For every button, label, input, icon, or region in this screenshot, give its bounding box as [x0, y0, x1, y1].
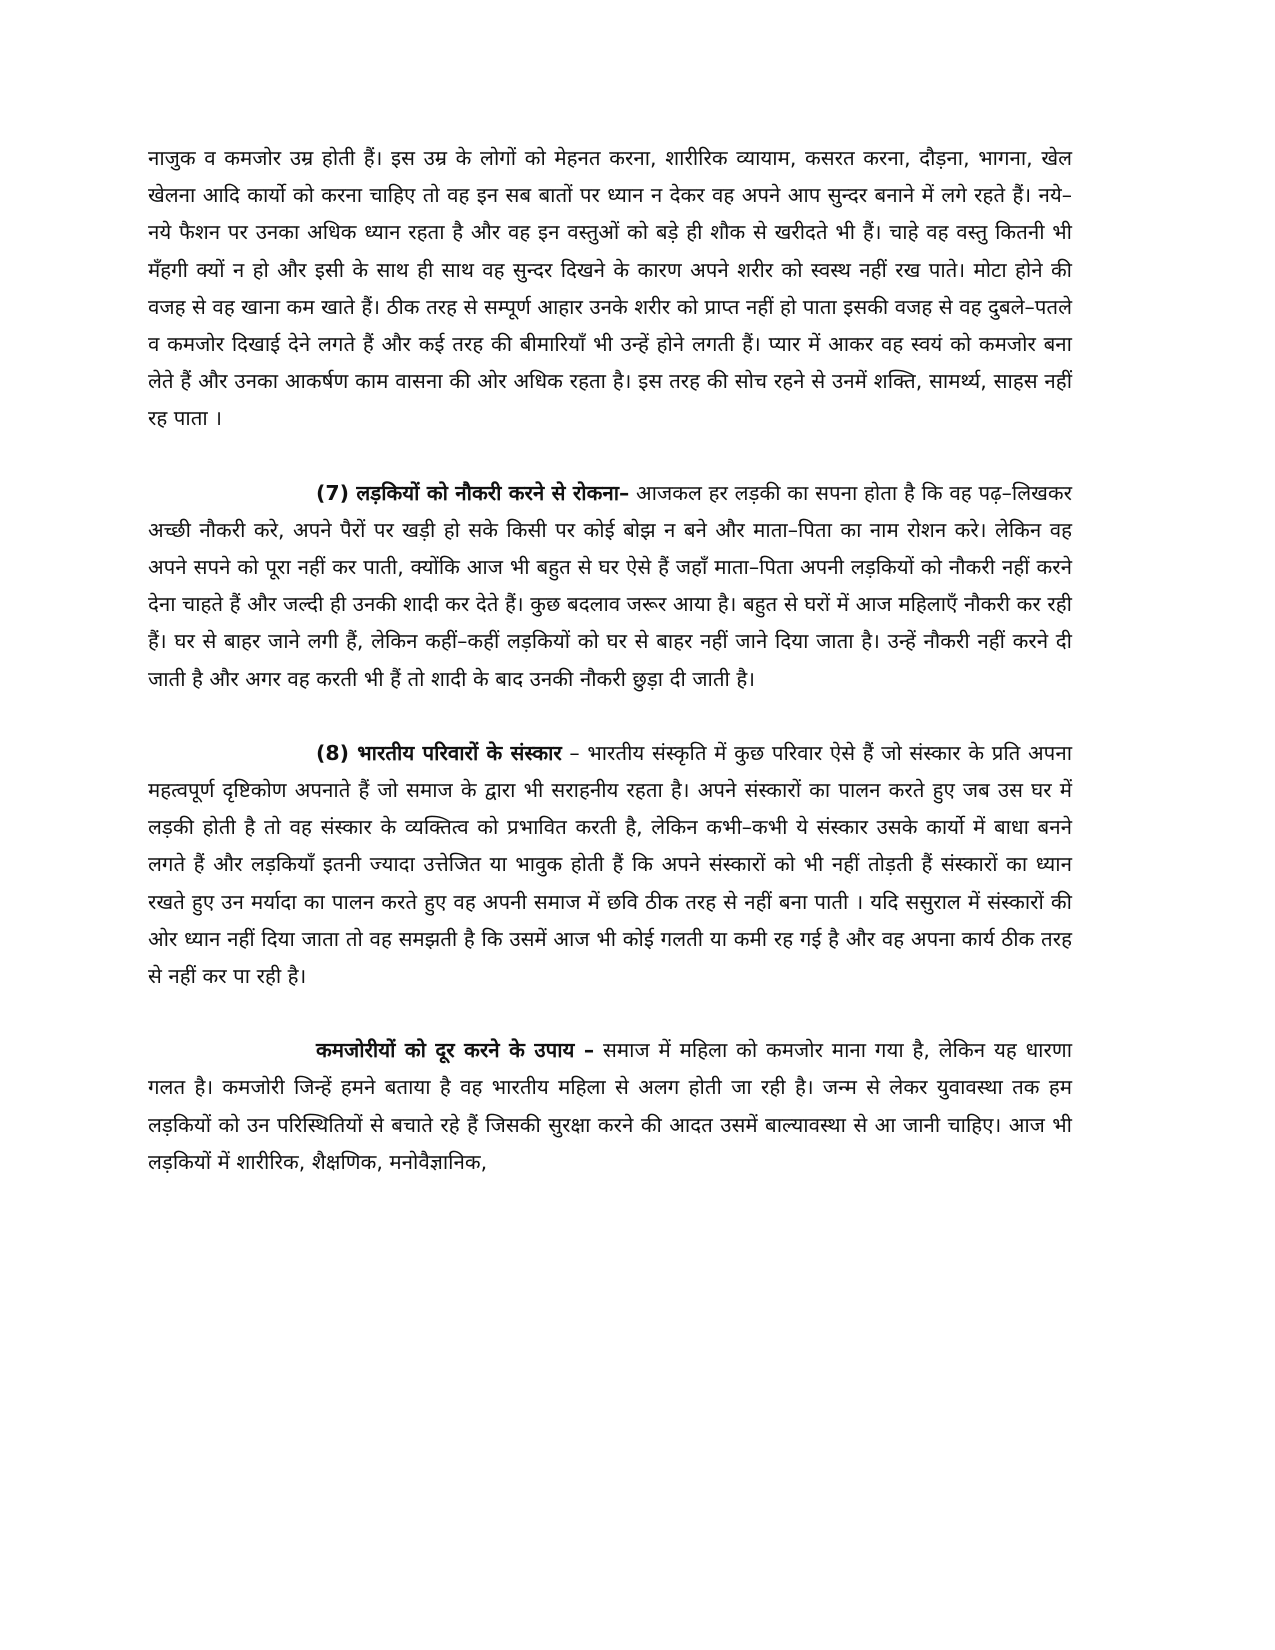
paragraph-text: समाज में महिला को कमजोर माना गया है, लेकिन यह धारणा गलत है। कमजोरी जिन्हें हमने बताया है वह भारतीय महिला से अलग होती जा रही है। जन्म से लेकर युवावस्था तक हम लड़कियों को उन परिस्थितियों से बचाते रहे हैं जिसकी सुरक्षा करने की आदत उसमें बाल्यावस्था से आ जानी चाहिए। आज भी लड़कियों में शारीरिक, शैक्षणिक, मनोवैज्ञानिक, — [148, 1038, 1073, 1174]
document-page — [148, 140, 1072, 1181]
section-heading-remedies: कमजोरीयों को दूर करने के उपाय – — [316, 1038, 595, 1063]
section-heading-8: (8) भारतीय परिवारों के संस्कार — [316, 740, 562, 765]
paragraph-remedies — [148, 1032, 1072, 1181]
paragraph-text: – भारतीय संस्कृति में कुछ परिवार ऐसे हैं जो संस्कार के प्रति अपना महत्वपूर्ण दृष्टिकोण अपनाते हैं जो समाज के द्वारा भी सराहनीय रहता है। अपने संस्कारों का पालन करते हुए जब उस घर में लड़की होती है तो वह संस्कार के व्यक्तित्व को प्रभावित करती है, लेकिन कभी–कभी ये संस्कार उसके कार्यो में बाधा बनने लगते हैं और लड़कियाँ इतनी ज्यादा उत्तेजित या भावुक होती हैं कि अपने संस्कारों को भी नहीं तोड़ती हैं संस्कारों का ध्यान रखते हुए उन मर्यादा का पालन करते हुए वह अपनी समाज में छवि ठीक तरह से नहीं बना पाती । यदि ससुराल में संस्कारों की ओर ध्यान नहीं दिया जाता तो वह समझती है कि उसमें आज भी कोई गलती या कमी रह गई है और वह अपना कार्य ठीक तरह से नहीं कर पा रही है। — [148, 740, 1073, 989]
paragraph-continuation — [148, 140, 1072, 438]
paragraph-text: नाजुक व कमजोर उम्र होती हैं। इस उम्र के लोगों को मेहनत करना, शारीरिक व्यायाम, कसरत करना, दौड़ना, भागना, खेल खेलना आदि कार्यो को करना चाहिए तो वह इन सब बातों पर ध्यान न देकर वह अपने आप सुन्दर बनाने में लगे रहते हैं। नये–नये फैशन पर उनका अधिक ध्यान रहता है और वह इन वस्तुओं को बड़े ही शौक से खरीदते भी हैं। चाहे वह वस्तु कितनी भी मँहगी क्यों न हो और इसी के साथ ही साथ वह सुन्दर दिखने के कारण अपने शरीर को स्वस्थ नहीं रख पाते। मोटा होने की वजह से वह खाना कम खाते हैं। ठीक तरह से सम्पूर्ण आहार उनके शरीर को प्राप्त नहीं हो पाता इसकी वजह से वह दुबले–पतले व कमजोर दिखाई देने लगते हैं और कई तरह की बीमारियाँ भी उन्हें होने लगती हैं। प्यार में आकर वह स्वयं को कमजोर बना लेते हैं और उनका आकर्षण काम वासना की ओर अधिक रहता है। इस तरह की सोच रहने से उनमें शक्ति, सामर्थ्य, साहस नहीं रह पाता । — [148, 146, 1072, 431]
paragraph-section-8 — [148, 735, 1072, 995]
paragraph-text: आजकल हर लड़की का सपना होता है कि वह पढ़–लिखकर अच्छी नौकरी करे, अपने पैरों पर खड़ी हो सके किसी पर कोई बोझ न बने और माता–पिता का नाम रोशन करे। लेकिन वह अपने सपने को पूरा नहीं कर पाती, क्योंकि आज भी बहुत से घर ऐसे हैं जहाँ माता–पिता अपनी लड़कियों को नौकरी नहीं करने देना चाहते हैं और जल्दी ही उनकी शादी कर देते हैं। कुछ बदलाव जरूर आया है। बहुत से घरों में आज महिलाएँ नौकरी कर रही हैं। घर से बाहर जाने लगी हैं, लेकिन कहीं–कहीं लड़कियों को घर से बाहर नहीं जाने दिया जाता है। उन्हें नौकरी नहीं करने दी जाती है और अगर वह करती भी हैं तो शादी के बाद उनकी नौकरी छुड़ा दी जाती है। — [148, 480, 1072, 691]
paragraph-section-7 — [148, 475, 1072, 698]
section-heading-7: (7) लड़कियों को नौकरी करने से रोकना– — [316, 480, 630, 505]
